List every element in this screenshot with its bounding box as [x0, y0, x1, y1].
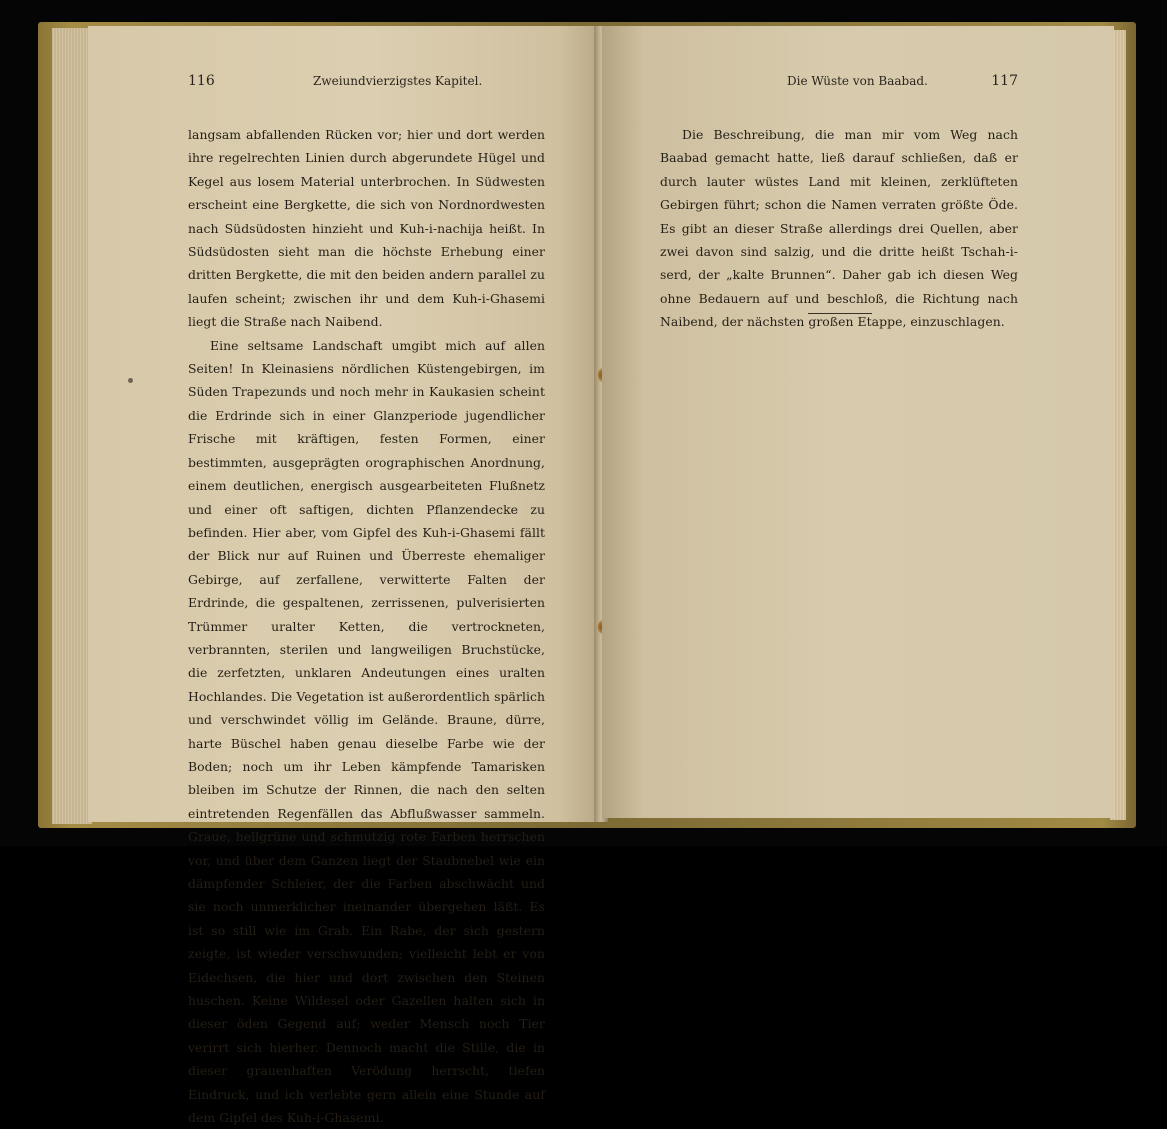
- left-page-header: [188, 72, 588, 90]
- right-page-body: [660, 123, 1018, 334]
- page-edges-left: [52, 28, 92, 824]
- paragraph: langsam abfallenden Rücken vor; hier und dort werden ihre regelrechten Linien durch abgerundete Hügel und Kegel aus losem Material unterbrochen. In Südwesten erscheint eine Bergkette, die sich von Nordnordwesten nach Südsüdosten hinzieht und Kuh-i-nachija heißt. In Südsüdosten sieht man die höchste Erhebung einer dritten Bergkette, die mit den beiden andern parallel zu laufen scheint; zwischen ihr und dem Kuh-i-Ghasemi liegt die Straße nach Naibend.: [188, 127, 545, 330]
- left-page-number: 116: [188, 73, 215, 89]
- paragraph: Die Beschreibung, die man mir vom Weg nach Baabad gemacht hatte, ließ darauf schließen, daß er durch lauter wüstes Land mit kleinen, zerklüfteten Gebirgen führt; schon die Namen verraten größte Öde. Es gibt an dieser Straße allerdings drei Quellen, aber zwei davon sind salzig, und die dritte heißt Tschah-i-serd, der „kalte Brunnen“. Daher gab ich diesen Weg ohne Bedauern auf und beschloß, die Richtung nach Naibend, der nächsten großen Etappe, einzuschlagen.: [660, 127, 1018, 330]
- left-running-head: Zweiundvierzigstes Kapitel.: [313, 74, 483, 88]
- left-page-body: [188, 123, 545, 1129]
- page-speck: [128, 378, 133, 383]
- right-page-number: 117: [991, 73, 1018, 89]
- right-page-header: [660, 72, 1022, 90]
- section-rule: [808, 313, 872, 314]
- right-running-head: Die Wüste von Baabad.: [787, 74, 928, 88]
- paragraph: Eine seltsame Landschaft umgibt mich auf allen Seiten! In Kleinasiens nördlichen Küstengebirgen, im Süden Trapezunds und noch mehr in Kaukasien scheint die Erdrinde sich in einer Glanzperiode jugendlicher Frische mit kräftigen, festen Formen, einer bestimmten, ausgeprägten orographischen Anordnung, einem deutlichen, energisch ausgearbeiteten Flußnetz und einer oft saftigen, dichten Pflanzendecke zu befinden. Hier aber, vom Gipfel des Kuh-i-Ghasemi fällt der Blick nur auf Ruinen und Überreste ehemaliger Gebirge, auf zerfallene, verwitterte Falten der Erdrinde, die gespaltenen, zerrissenen, pulverisierten Trümmer uralter Ketten, die vertrockneten, verbrannten, sterilen und langweiligen Bruchstücke, die zerfetzten, unklaren Andeutungen eines uralten Hochlandes. Die Vegetation ist außerordentlich spärlich und verschwindet völlig im Gelände. Braune, dürre, harte Büschel haben genau dieselbe Farbe wie der Boden; noch um ihr Leben kämpfende Tamarisken bleiben im Schutze der Rinnen, die nach den selten eintretenden Regenfällen das Abflußwasser sammeln. Graue, hellgrüne und schmutzig rote Farben herrschen vor, und über dem Ganzen liegt der Staubnebel wie ein dämpfender Schleier, der die Farben abschwächt und sie noch unmerklicher ineinander übergehen läßt. Es ist so still wie im Grab. Ein Rabe, der sich gestern zeigte, ist wieder verschwunden; vielleicht lebt er von Eidechsen, die hier und dort zwischen den Steinen huschen. Keine Wildesel oder Gazellen halten sich in dieser öden Gegend auf; weder Mensch noch Tier verirrt sich hierher. Dennoch macht die Stille, die in dieser grauenhaften Verödung herrscht, tiefen Eindruck, und ich verlebte gern allein eine Stunde auf dem Gipfel des Kuh-i-Ghasemi.: [188, 337, 545, 1126]
